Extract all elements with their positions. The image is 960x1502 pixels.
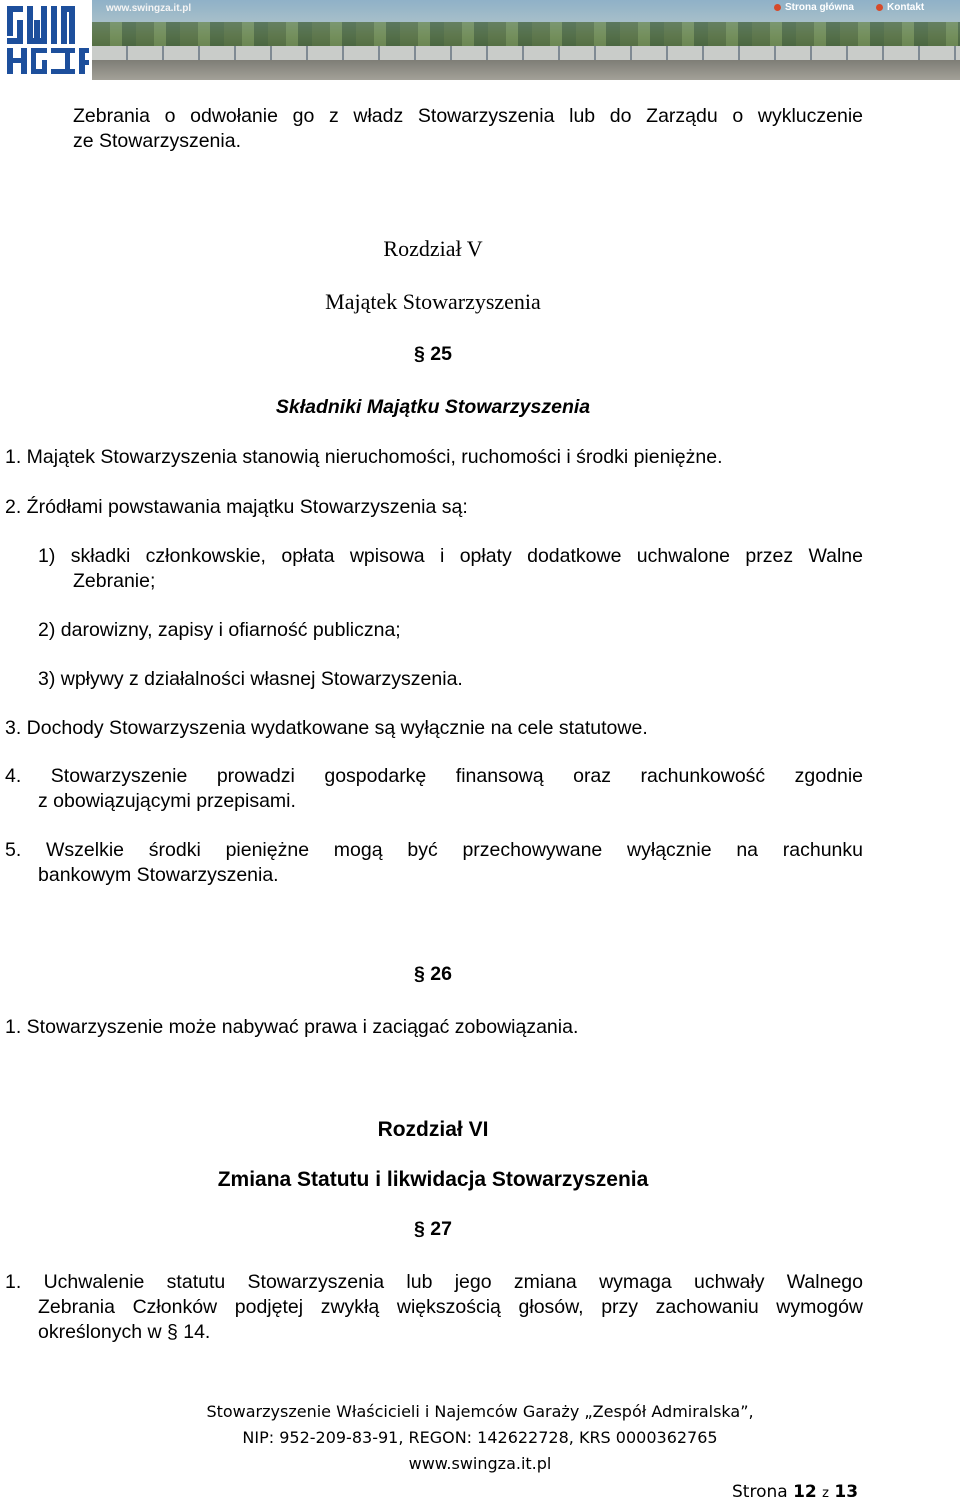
paragraph-line: Zebrania o odwołanie go z władz Stowarzyszenia lub do Zarządu o wykluczenie: [73, 105, 863, 127]
nav-contact-link[interactable]: [876, 2, 924, 13]
nav-dot-icon: [774, 4, 781, 11]
paragraph-line: ze Stowarzyszenia.: [73, 130, 241, 152]
header-banner-image: [92, 0, 960, 80]
nav-contact-label: Kontakt: [887, 2, 925, 13]
logo-icon: [3, 2, 89, 78]
chapter-title: Majątek Stowarzyszenia: [325, 289, 541, 314]
chapter-title: Zmiana Statutu i likwidacja Stowarzyszenia: [217, 1168, 649, 1191]
list-item-cont: określonych w § 14.: [38, 1321, 211, 1343]
sublist-item: 2) darowizny, zapisy i ofiarność publiczna;: [38, 619, 401, 641]
list-item: 1. Uchwalenie statutu Stowarzyszenia lub jego zmiana wymaga uchwały Walnego: [5, 1271, 863, 1293]
sublist-item: 3) wpływy z działalności własnej Stowarzyszenia.: [38, 668, 463, 690]
banner-trees: [92, 22, 960, 48]
page-number: [732, 1482, 858, 1502]
banner-garages: [92, 46, 960, 60]
page-label: Strona: [732, 1482, 788, 1502]
chapter-heading: Rozdział V: [383, 236, 483, 261]
page-sep: z: [822, 1486, 829, 1501]
nav-dot-icon: [876, 4, 883, 11]
footer-ids: NIP: 952-209-83-91, REGON: 142622728, KRS 0000362765: [242, 1428, 718, 1447]
footer-org-name: Stowarzyszenie Właścicieli i Najemców Garaży „Zespół Admiralska”,: [206, 1402, 754, 1421]
list-item: 1. Stowarzyszenie może nabywać prawa i zaciągać zobowiązania.: [5, 1016, 579, 1038]
sublist-item: 1) składki członkowskie, opłata wpisowa i opłaty dodatkowe uchwalone przez Walne: [38, 545, 863, 567]
page-current: 12: [793, 1482, 817, 1502]
list-item-cont: z obowiązującymi przepisami.: [38, 790, 296, 812]
list-item: 4. Stowarzyszenie prowadzi gospodarkę finansową oraz rachunkowość zgodnie: [5, 765, 863, 787]
sublist-item-cont: Zebranie;: [73, 570, 156, 592]
section-number: § 26: [414, 963, 452, 985]
list-item: 3. Dochody Stowarzyszenia wydatkowane są wyłącznie na cele statutowe.: [5, 717, 648, 739]
page-total: 13: [834, 1482, 859, 1502]
chapter-heading: Rozdział VI: [377, 1118, 489, 1141]
footer-website[interactable]: www.swingza.it.pl: [408, 1454, 552, 1473]
section-number: § 25: [414, 343, 452, 365]
list-item: 5. Wszelkie środki pieniężne mogą być przechowywane wyłącznie na rachunku: [5, 839, 863, 861]
site-header: [0, 0, 960, 80]
section-number: § 27: [414, 1218, 452, 1240]
section-title: Składniki Majątku Stowarzyszenia: [275, 396, 591, 418]
nav-home-link[interactable]: [774, 2, 854, 13]
list-item: 1. Majątek Stowarzyszenia stanowią nieruchomości, ruchomości i środki pieniężne.: [5, 446, 723, 468]
list-item: 2. Źródłami powstawania majątku Stowarzyszenia są:: [5, 496, 468, 518]
nav-home-label: Strona główna: [785, 2, 854, 13]
list-item-cont: Zebrania Członków podjętej zwykłą większością głosów, przy zachowaniu wymogów: [38, 1296, 863, 1318]
banner-road: [92, 60, 960, 80]
list-item-cont: bankowym Stowarzyszenia.: [38, 864, 279, 886]
swingza-logo[interactable]: [0, 0, 92, 80]
banner-url[interactable]: www.swingza.it.pl: [106, 3, 192, 14]
